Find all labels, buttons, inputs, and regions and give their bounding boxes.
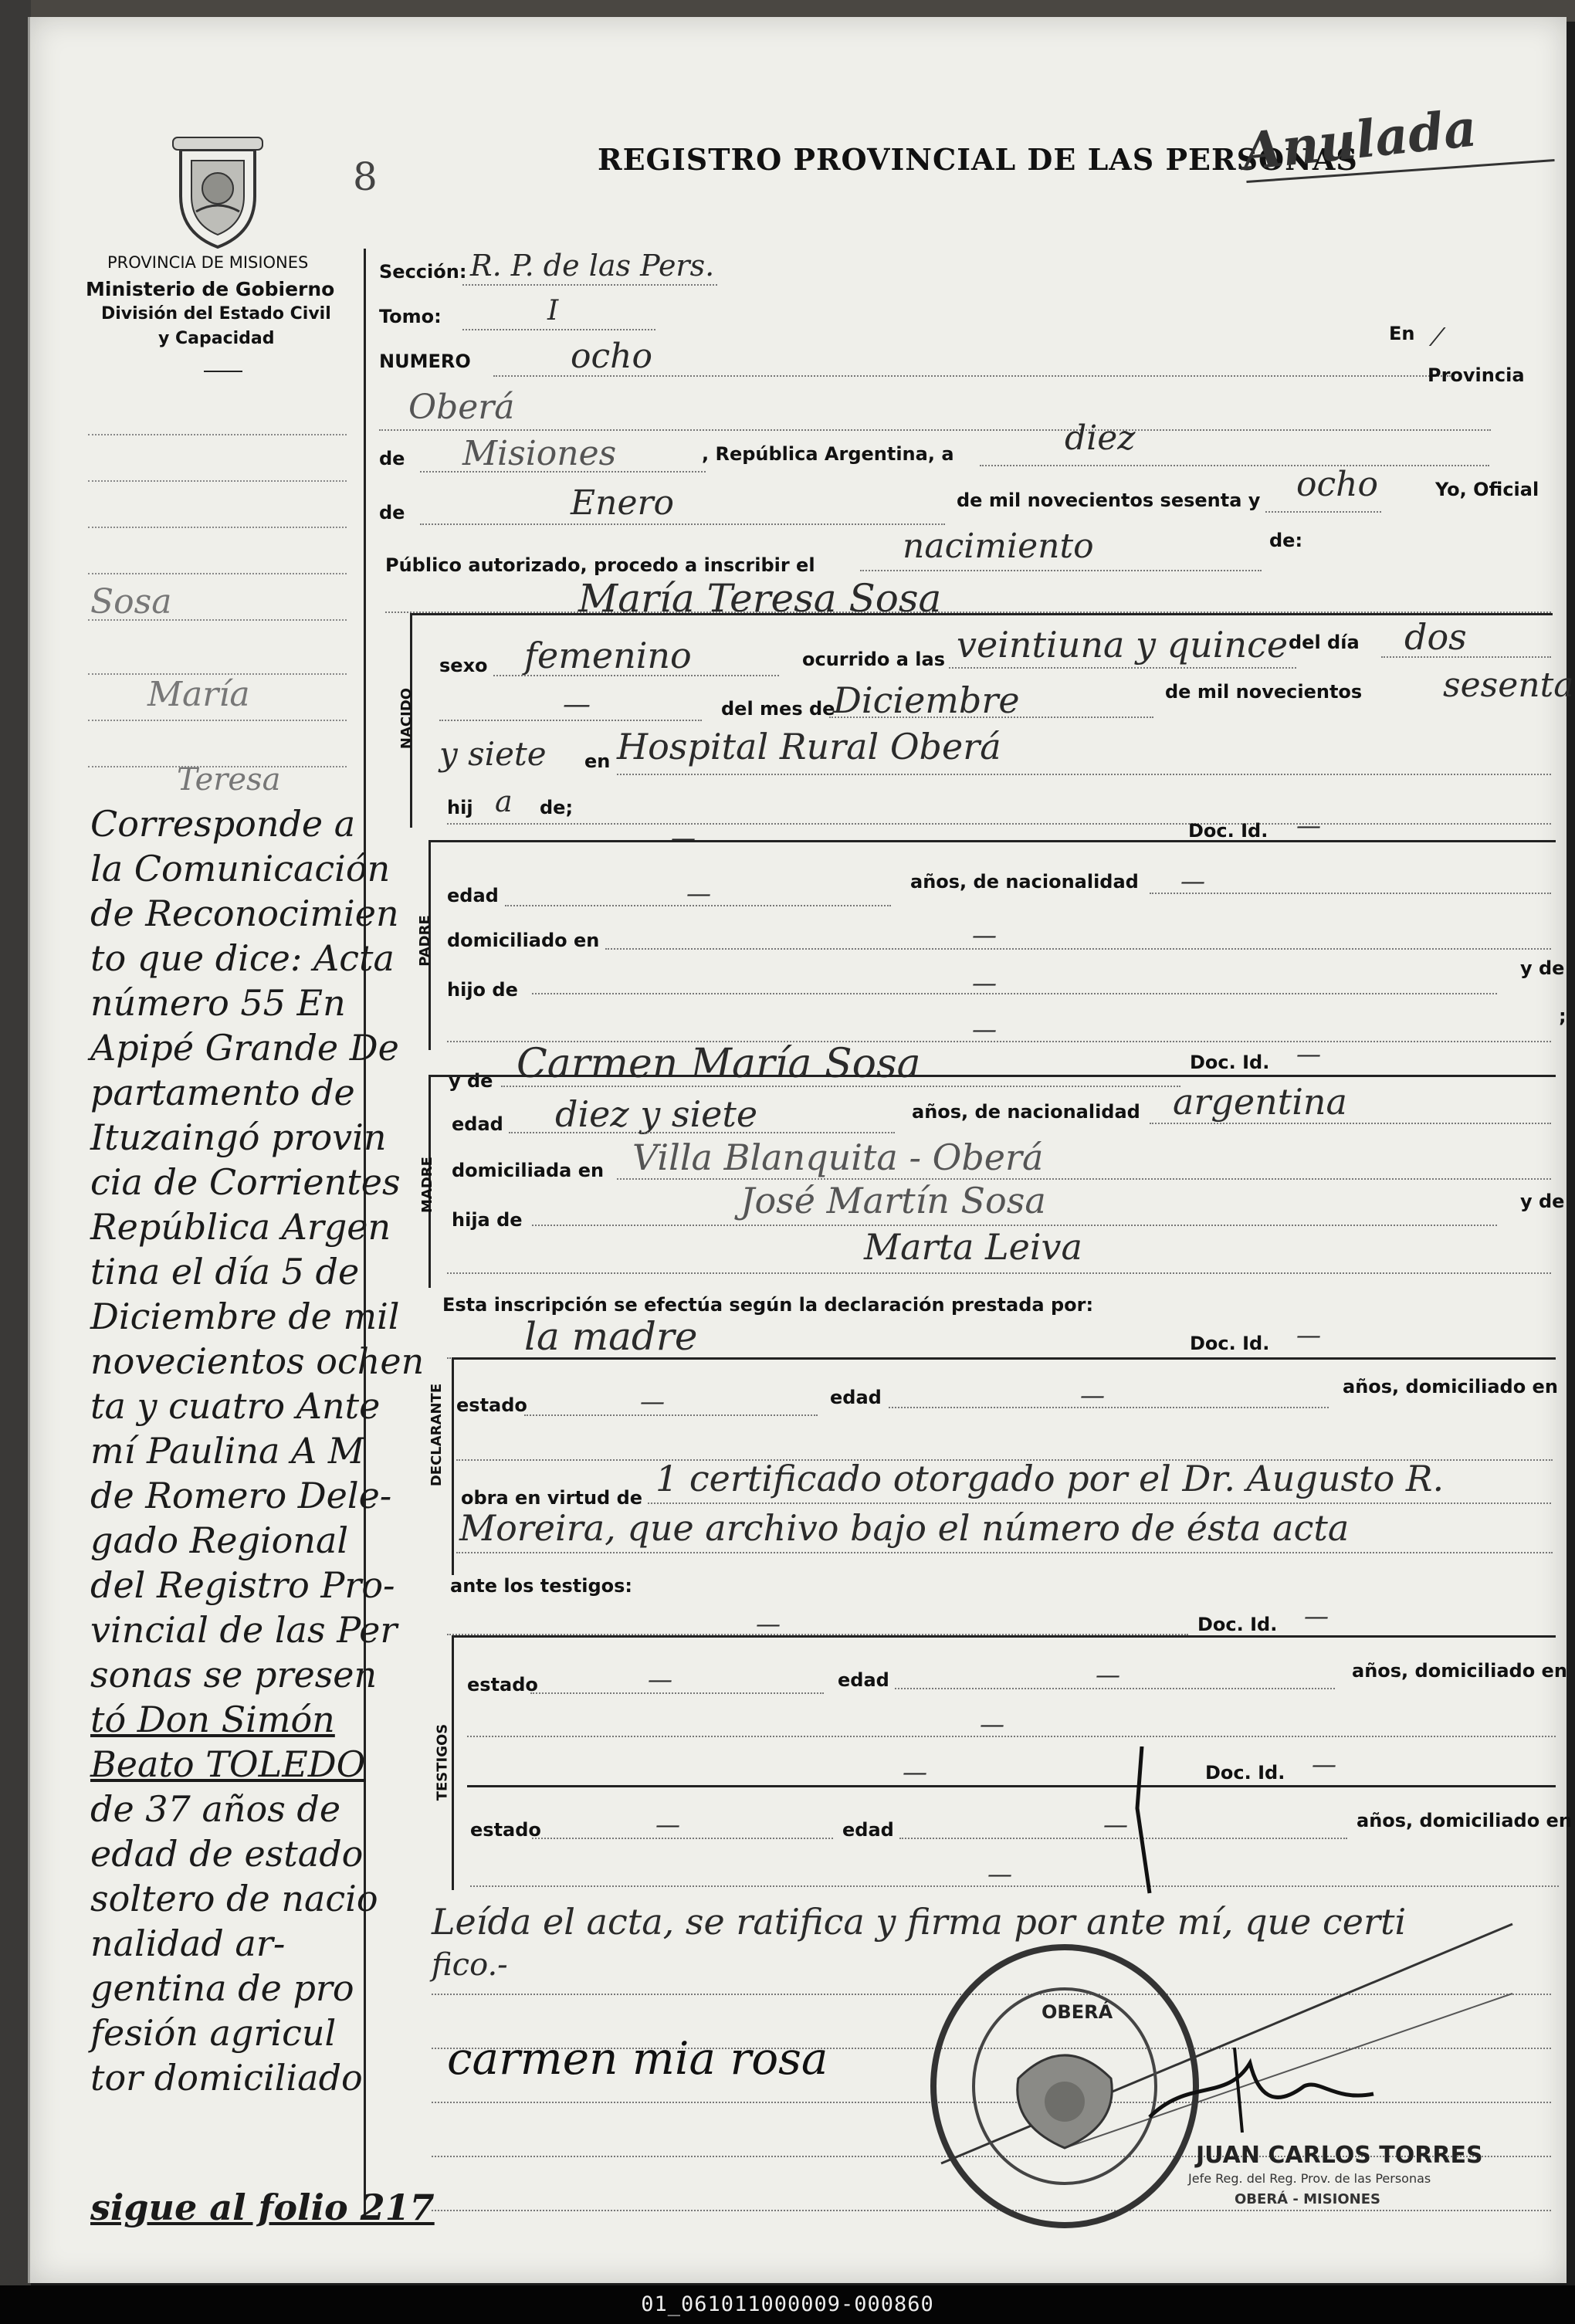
margin-note-line: partamento de bbox=[90, 1072, 355, 1113]
testigo2-doc-dash: — bbox=[1312, 1750, 1336, 1779]
padre-hijo-dash-2: — bbox=[972, 1015, 997, 1044]
declarant-signature: carmen mia rosa bbox=[447, 2032, 828, 2085]
margin-note-line: novecientos ochen bbox=[90, 1340, 425, 1382]
madre-edad-value: diez y siete bbox=[555, 1093, 758, 1135]
closing-line-2: fico.- bbox=[432, 1947, 508, 1983]
numero-label: NUMERO bbox=[379, 351, 471, 372]
hij-label: hij bbox=[447, 797, 473, 818]
margin-note-line: tó Don Simón bbox=[90, 1699, 335, 1740]
mil-label: de mil novecientos sesenta y bbox=[957, 490, 1261, 511]
declarante-edad-label: edad bbox=[830, 1387, 882, 1408]
testigo1-dash: — bbox=[756, 1609, 781, 1638]
acto-value: nacimiento bbox=[903, 527, 1094, 566]
mes-dash: — bbox=[563, 689, 591, 720]
madre-padre-value: José Martín Sosa bbox=[740, 1180, 1046, 1221]
nacido-doc-dash: — bbox=[1296, 811, 1321, 840]
month-value: Enero bbox=[571, 483, 675, 523]
margin-note-line: gentina de pro bbox=[90, 1967, 354, 2009]
madre-nacionalidad-value: argentina bbox=[1173, 1081, 1347, 1123]
testigo2-dash: — bbox=[903, 1757, 927, 1787]
testigo1-edad-dash: — bbox=[1096, 1660, 1120, 1689]
ministry-underline bbox=[204, 371, 242, 372]
testigo1-estado-label: estado bbox=[467, 1674, 538, 1696]
padre-hijo-label: hijo de bbox=[447, 979, 518, 1001]
padre-dom-dash: — bbox=[972, 920, 997, 950]
obra-label: obra en virtud de bbox=[461, 1487, 643, 1509]
del-dia-label: del día bbox=[1289, 632, 1360, 653]
ministry-line-4: y Capacidad bbox=[158, 329, 275, 348]
madre-doc-dash: — bbox=[1296, 1039, 1321, 1069]
mes-value: Diciembre bbox=[833, 679, 1020, 721]
seccion-value: R. P. de las Pers. bbox=[470, 249, 715, 283]
official-signature bbox=[1142, 2032, 1389, 2148]
margin-note-line: mí Paulina A M bbox=[90, 1430, 364, 1472]
madre-yde-label: y de bbox=[449, 1070, 493, 1092]
margin-note-line: Apipé Grande De bbox=[90, 1027, 399, 1069]
testigo2-rule bbox=[467, 1785, 1556, 1787]
testigos-top-rule bbox=[452, 1635, 1556, 1638]
lugar-en-label: en bbox=[584, 750, 611, 772]
ministry-line-1: PROVINCIA DE MISIONES bbox=[107, 253, 309, 272]
provincial-seal-emblem bbox=[165, 134, 270, 250]
padre-domiciliado-label: domiciliado en bbox=[447, 930, 600, 951]
registrant-name: María Teresa Sosa bbox=[578, 576, 942, 621]
margin-name-1: María bbox=[147, 675, 250, 714]
testigo1-doc-label: Doc. Id. bbox=[1197, 1614, 1278, 1635]
ministry-line-2: Ministerio de Gobierno bbox=[86, 278, 335, 300]
oficial-label: Yo, Oficial bbox=[1435, 479, 1539, 500]
margin-note-line: la Comunicación bbox=[90, 848, 391, 889]
margin-name-2: Teresa bbox=[177, 762, 281, 798]
declarante-intro: Esta inscripción se efectúa según la declaración prestada por: bbox=[442, 1294, 1094, 1316]
testigo2-estado-dash: — bbox=[655, 1810, 680, 1839]
testigo2-dom-dash: — bbox=[987, 1859, 1012, 1889]
hij-de-label: de; bbox=[540, 797, 574, 818]
page-number: 8 bbox=[353, 154, 378, 199]
stamp-center-text: OBERÁ bbox=[1042, 2001, 1113, 2023]
padre-nac-dash: — bbox=[1180, 866, 1205, 896]
margin-note-line: gado Regional bbox=[90, 1519, 349, 1561]
testigo1-edad-label: edad bbox=[838, 1669, 889, 1691]
declarante-bracket bbox=[452, 1357, 454, 1575]
nacido-de-dash: — bbox=[671, 823, 696, 852]
en-label: En bbox=[1389, 323, 1415, 344]
declarante-estado-dash: — bbox=[640, 1387, 665, 1416]
margin-note-line: fesión agricul bbox=[90, 2012, 337, 2054]
padre-hijo-dash: — bbox=[972, 968, 997, 998]
declarante-doc-label: Doc. Id. bbox=[1190, 1333, 1270, 1354]
margin-note-line: sonas se presen bbox=[90, 1654, 378, 1696]
margin-note-line: República Argen bbox=[90, 1206, 391, 1248]
margin-note-line: de 37 años de bbox=[90, 1788, 341, 1830]
annulled-stamp: Anulada bbox=[1239, 97, 1480, 182]
declarante-estado-label: estado bbox=[456, 1394, 527, 1416]
margin-note-line: número 55 En bbox=[90, 982, 346, 1024]
madre-madre-value: Marta Leiva bbox=[864, 1226, 1082, 1268]
testigo2-edad-dash: — bbox=[1103, 1810, 1128, 1839]
cancellation-stroke bbox=[1119, 1746, 1165, 1901]
document-title: REGISTRO PROVINCIAL DE LAS PERSONAS bbox=[598, 142, 1358, 177]
nacido-top-rule bbox=[410, 613, 1553, 615]
declarante-side-label: DECLARANTE bbox=[428, 1383, 445, 1487]
province-value: Misiones bbox=[462, 434, 617, 473]
sexo-label: sexo bbox=[439, 655, 488, 676]
nacido-side-label: NACIDO bbox=[398, 687, 415, 750]
anio-cont-value: y siete bbox=[439, 735, 547, 773]
ante-testigos-label: ante los testigos: bbox=[450, 1575, 633, 1597]
testigo2-doc-label: Doc. Id. bbox=[1205, 1762, 1285, 1784]
official-name-stamp: JUAN CARLOS TORRES bbox=[1196, 2142, 1483, 2169]
testigo2-anios-label: años, domiciliado en bbox=[1357, 1810, 1572, 1831]
madre-name-value: Carmen María Sosa bbox=[517, 1041, 921, 1087]
obra-cont-value: Moreira, que archivo bajo el número de ésta acta bbox=[459, 1507, 1350, 1549]
del-mes-label: del mes de bbox=[721, 698, 835, 720]
nacido-mil-label: de mil novecientos bbox=[1165, 681, 1363, 703]
testigo1-anios-label: años, domiciliado en bbox=[1352, 1660, 1567, 1682]
closing-line-1: Leída el acta, se ratifica y firma por ante mí, que certi bbox=[432, 1901, 1407, 1943]
hora-value: veintiuna y quince bbox=[957, 624, 1289, 666]
testigos-bracket bbox=[452, 1635, 454, 1890]
madre-doc-label: Doc. Id. bbox=[1190, 1052, 1270, 1073]
margin-note-line: soltero de nacio bbox=[90, 1878, 378, 1919]
margin-note-line: de Reconocimien bbox=[90, 893, 399, 934]
official-place-stamp: OBERÁ - MISIONES bbox=[1235, 2191, 1381, 2207]
de-label-2: de bbox=[379, 502, 405, 523]
anio-value: sesenta bbox=[1443, 666, 1574, 705]
document-page bbox=[28, 17, 1574, 2283]
testigo2-estado-label: estado bbox=[470, 1819, 541, 1841]
margin-note-line: tina el día 5 de bbox=[90, 1251, 360, 1292]
margin-note-line: ta y cuatro Ante bbox=[90, 1385, 381, 1427]
seccion-label: Sección: bbox=[379, 261, 467, 283]
margin-note-line: del Registro Pro- bbox=[90, 1564, 395, 1606]
de-colon-label: de: bbox=[1269, 530, 1303, 551]
margin-note-line: Ituzaingó provin bbox=[90, 1116, 387, 1158]
padre-y-de-label: y de bbox=[1520, 957, 1565, 979]
madre-domicilio-value: Villa Blanquita - Oberá bbox=[632, 1137, 1044, 1178]
margin-note-line: Corresponde a bbox=[90, 803, 356, 845]
city-value: Oberá bbox=[408, 388, 515, 427]
day-value: diez bbox=[1065, 418, 1136, 458]
margin-surname: Sosa bbox=[90, 582, 172, 622]
madre-hija-label: hija de bbox=[452, 1209, 523, 1231]
numero-value: ocho bbox=[571, 337, 652, 376]
madre-domiciliada-label: domiciliada en bbox=[452, 1160, 605, 1181]
margin-note-line: Beato TOLEDO bbox=[90, 1743, 366, 1785]
testigo1-dom-dash: — bbox=[980, 1709, 1004, 1739]
provincia-label: Provincia bbox=[1428, 364, 1525, 386]
testigo1-estado-dash: — bbox=[648, 1665, 672, 1694]
dia-value: dos bbox=[1404, 616, 1467, 658]
image-id-footer: 01_061011000009-000860 bbox=[0, 2285, 1575, 2324]
lugar-value: Hospital Rural Oberá bbox=[617, 726, 1001, 767]
margin-note-line: sigue al folio 217 bbox=[90, 2187, 435, 2228]
padre-side-label: PADRE bbox=[416, 915, 433, 967]
margin-note-line: vincial de las Per bbox=[90, 1609, 398, 1651]
republica-label: , República Argentina, a bbox=[702, 443, 954, 465]
margin-note-line: Diciembre de mil bbox=[90, 1296, 400, 1337]
en-dash: ⁄ bbox=[1435, 323, 1440, 352]
de-label-1: de bbox=[379, 448, 405, 469]
margin-note-line: nalidad ar- bbox=[90, 1923, 286, 1964]
declarante-value: la madre bbox=[524, 1314, 698, 1359]
madre-top-rule bbox=[428, 1075, 1556, 1077]
padre-top-rule bbox=[428, 840, 1556, 842]
testigos-side-label: TESTIGOS bbox=[434, 1723, 451, 1801]
margin-note-line: tor domiciliado bbox=[90, 2057, 363, 2099]
madre-edad-label: edad bbox=[452, 1113, 503, 1135]
padre-semicolon: ; bbox=[1559, 1005, 1567, 1027]
padre-edad-dash: — bbox=[686, 879, 711, 908]
sexo-value: femenino bbox=[524, 635, 692, 676]
testigo1-doc-dash: — bbox=[1304, 1601, 1329, 1631]
margin-note-line: to que dice: Acta bbox=[90, 937, 395, 979]
madre-y-de-label: y de bbox=[1520, 1191, 1565, 1212]
declarante-edad-dash: — bbox=[1080, 1381, 1105, 1410]
year-value: ocho bbox=[1296, 465, 1378, 504]
madre-nacionalidad-label: años, de nacionalidad bbox=[912, 1101, 1140, 1123]
madre-side-label: MADRE bbox=[418, 1157, 435, 1213]
obra-value: 1 certificado otorgado por el Dr. Augusto R. bbox=[655, 1458, 1445, 1499]
nacido-doc-label: Doc. Id. bbox=[1188, 820, 1268, 842]
padre-edad-label: edad bbox=[447, 885, 499, 906]
hij-value: a bbox=[495, 784, 513, 818]
tomo-value: I bbox=[547, 295, 559, 327]
margin-note-line: de Romero Dele- bbox=[90, 1475, 392, 1516]
margin-note-line: cia de Corrientes bbox=[90, 1161, 401, 1203]
declarante-doc-dash: — bbox=[1296, 1320, 1321, 1350]
declarante-top-rule bbox=[452, 1357, 1556, 1360]
margin-note-line: edad de estado bbox=[90, 1833, 364, 1875]
padre-nacionalidad-label: años, de nacionalidad bbox=[910, 871, 1139, 893]
tomo-label: Tomo: bbox=[379, 306, 442, 327]
declarante-anios-label: años, domiciliado en bbox=[1343, 1376, 1558, 1397]
official-role-stamp: Jefe Reg. del Reg. Prov. de las Personas bbox=[1188, 2171, 1431, 2186]
testigo2-edad-label: edad bbox=[842, 1819, 894, 1841]
ministry-line-3: División del Estado Civil bbox=[101, 304, 331, 324]
ocurrido-label: ocurrido a las bbox=[802, 649, 945, 670]
publico-label: Público autorizado, procedo a inscribir el bbox=[385, 554, 815, 576]
